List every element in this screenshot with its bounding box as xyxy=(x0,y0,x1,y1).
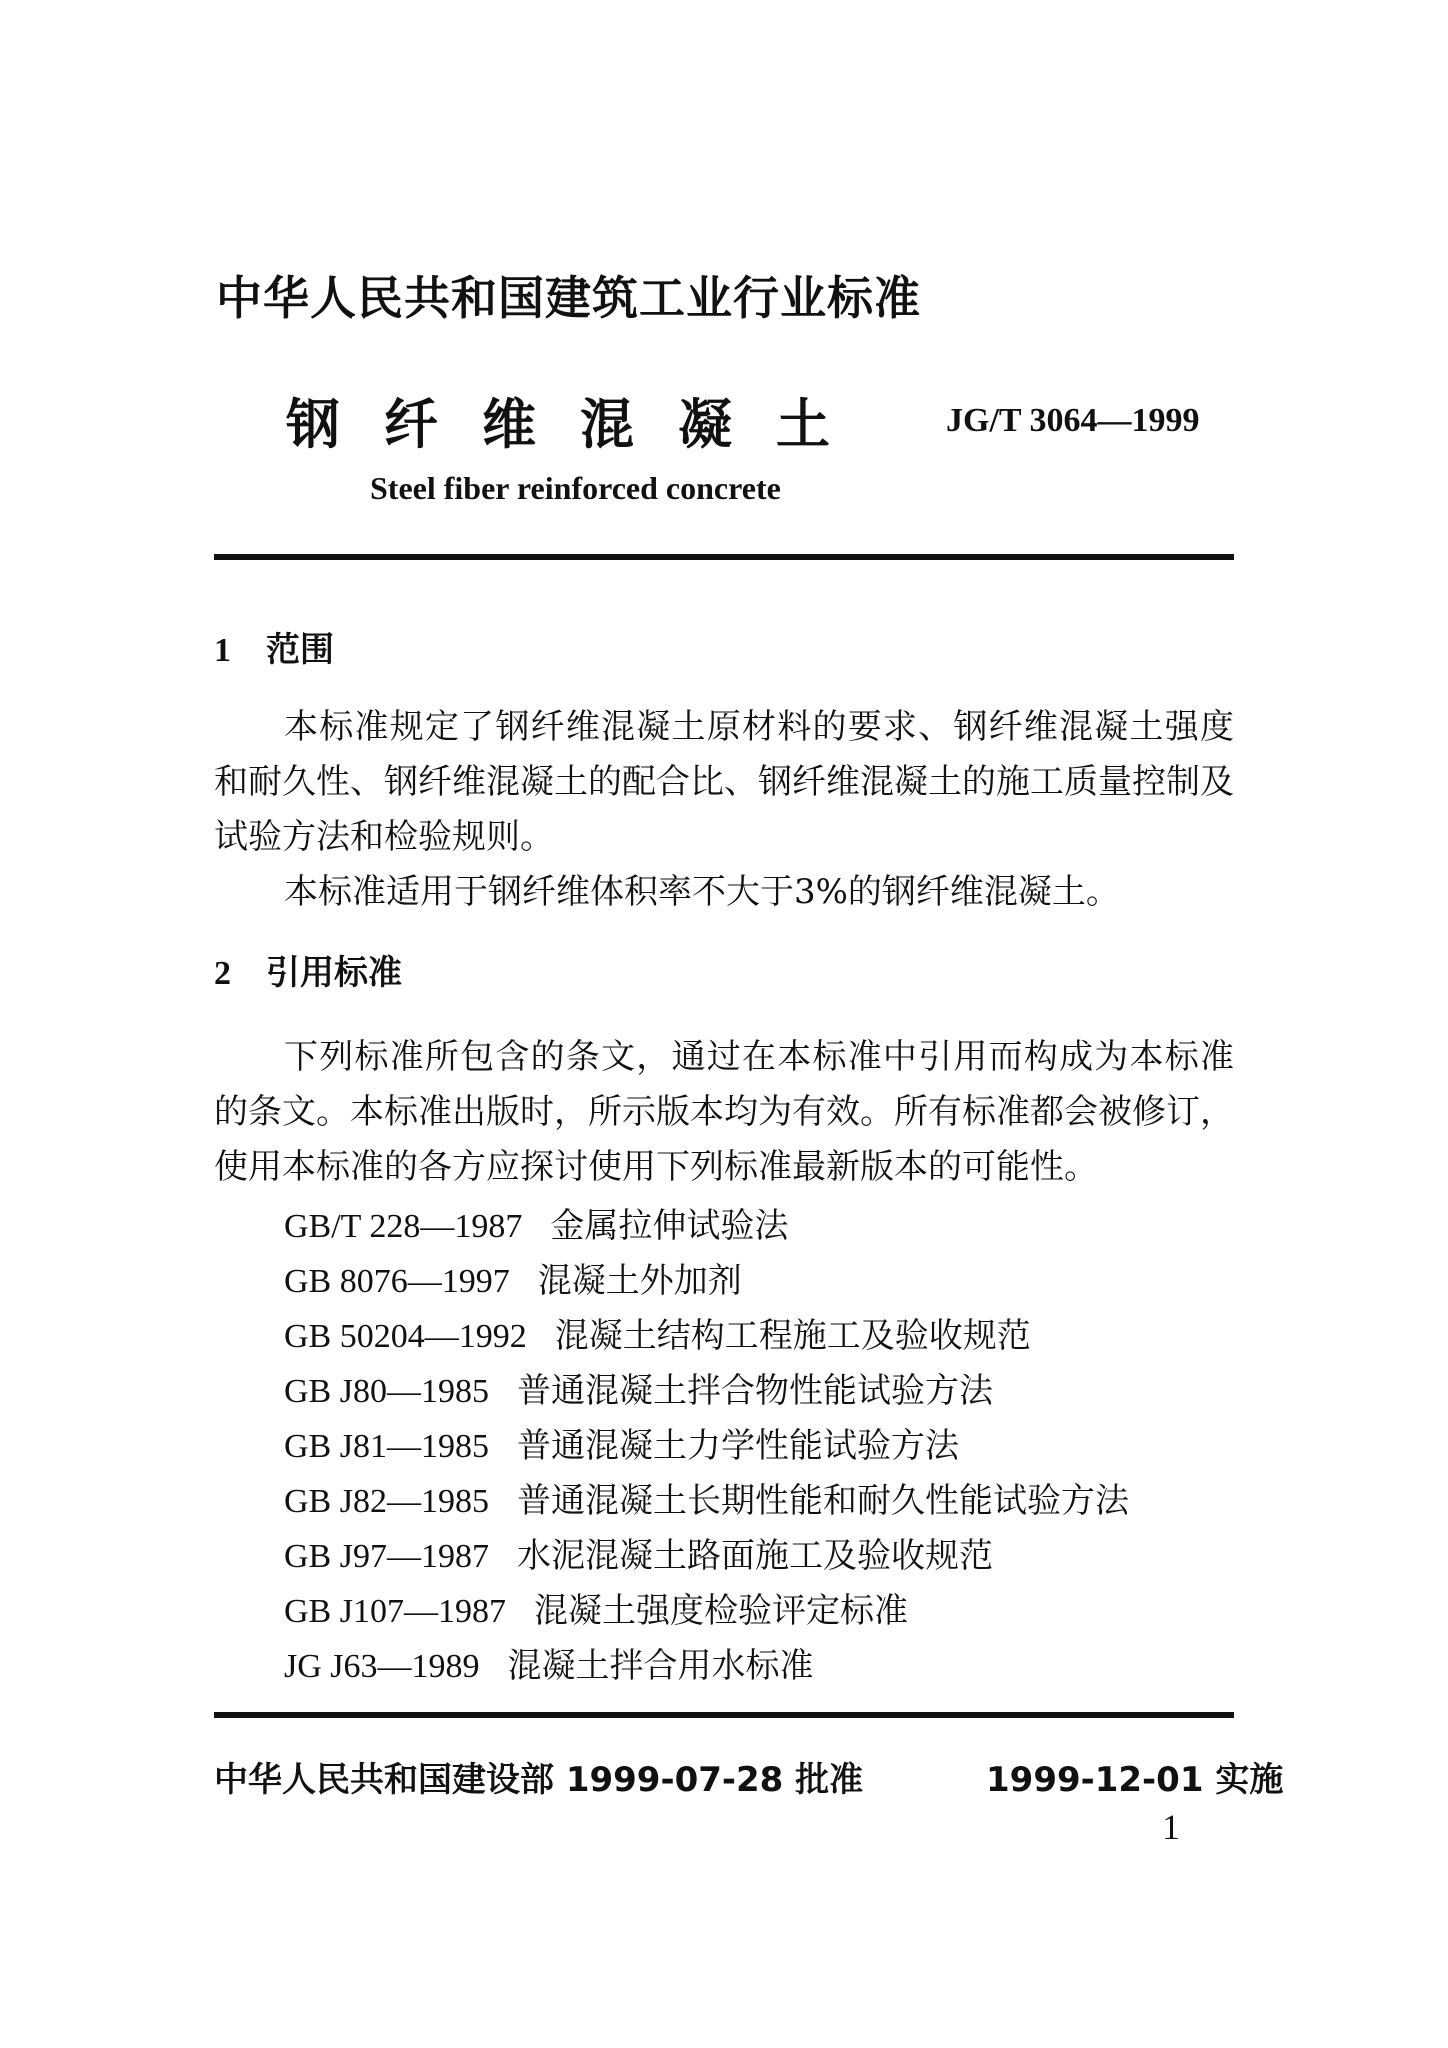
section-1-paragraph-1: 本标准规定了钢纤维混凝土原材料的要求、钢纤维混凝土强度和耐久性、钢纤维混凝土的配合比、钢纤维混凝土的施工质量控制及试验方法和检验规则。 xyxy=(214,707,1234,857)
english-title: Steel fiber reinforced concrete xyxy=(370,470,781,506)
reference-code: GB J80—1985 xyxy=(284,1373,489,1410)
reference-item xyxy=(284,1473,1129,1522)
reference-code: GB/T 228—1987 xyxy=(284,1208,523,1245)
section-1-number: 1 xyxy=(214,632,231,669)
top-rule-divider xyxy=(214,554,1234,560)
reference-code: GB J82—1985 xyxy=(284,1483,489,1520)
reference-code: JG J63—1989 xyxy=(284,1648,480,1685)
section-2-paragraph-1: 下列标准所包含的条文，通过在本标准中引用而构成为本标准的条文。本标准出版时，所示版本均为有效。所有标准都会被修订，使用本标准的各方应探讨使用下列标准最新版本的可能性。 xyxy=(214,1037,1234,1187)
industry-standard-title: 中华人民共和国建筑工业行业标准 xyxy=(216,271,921,325)
reference-item xyxy=(284,1528,993,1577)
reference-title: 水泥混凝土路面施工及验收规范 xyxy=(516,1536,993,1576)
page-number: 1 xyxy=(1162,1807,1180,1847)
reference-item xyxy=(284,1363,993,1412)
section-1-title: 范围 xyxy=(266,630,334,670)
reference-item xyxy=(284,1308,1031,1357)
reference-code: GB 8076—1997 xyxy=(284,1263,510,1300)
reference-title: 普通混凝土长期性能和耐久性能试验方法 xyxy=(516,1481,1129,1521)
reference-item xyxy=(284,1638,814,1687)
reference-item xyxy=(284,1418,959,1467)
reference-title: 混凝土结构工程施工及验收规范 xyxy=(554,1316,1031,1356)
reference-code: GB J107—1987 xyxy=(284,1593,506,1630)
reference-item xyxy=(284,1583,908,1632)
approval-line: 中华人民共和国建设部 1999-07-28 批准 xyxy=(214,1760,864,1800)
section-1-paragraph-2: 本标准适用于钢纤维体积率不大于3%的钢纤维混凝土。 xyxy=(284,872,1120,912)
document-title: 钢纤维混凝土 xyxy=(286,393,874,456)
section-1-heading xyxy=(214,622,334,671)
standard-code: JG/T 3064—1999 xyxy=(946,402,1200,439)
reference-title: 混凝土拌合用水标准 xyxy=(507,1646,814,1686)
reference-item xyxy=(284,1253,742,1302)
section-2-title: 引用标准 xyxy=(266,953,402,993)
reference-item xyxy=(284,1198,788,1247)
bottom-rule-divider xyxy=(214,1712,1234,1718)
reference-title: 金属拉伸试验法 xyxy=(550,1206,789,1246)
reference-title: 普通混凝土力学性能试验方法 xyxy=(516,1426,959,1466)
section-2-number: 2 xyxy=(214,955,231,992)
reference-code: GB J81—1985 xyxy=(284,1428,489,1465)
reference-title: 混凝土外加剂 xyxy=(537,1261,742,1301)
reference-title: 普通混凝土拌合物性能试验方法 xyxy=(516,1371,993,1411)
implementation-date: 1999-12-01 实施 xyxy=(986,1760,1284,1800)
reference-title: 混凝土强度检验评定标准 xyxy=(533,1591,908,1631)
section-2-heading xyxy=(214,945,402,994)
reference-code: GB 50204—1992 xyxy=(284,1318,527,1355)
reference-code: GB J97—1987 xyxy=(284,1538,489,1575)
